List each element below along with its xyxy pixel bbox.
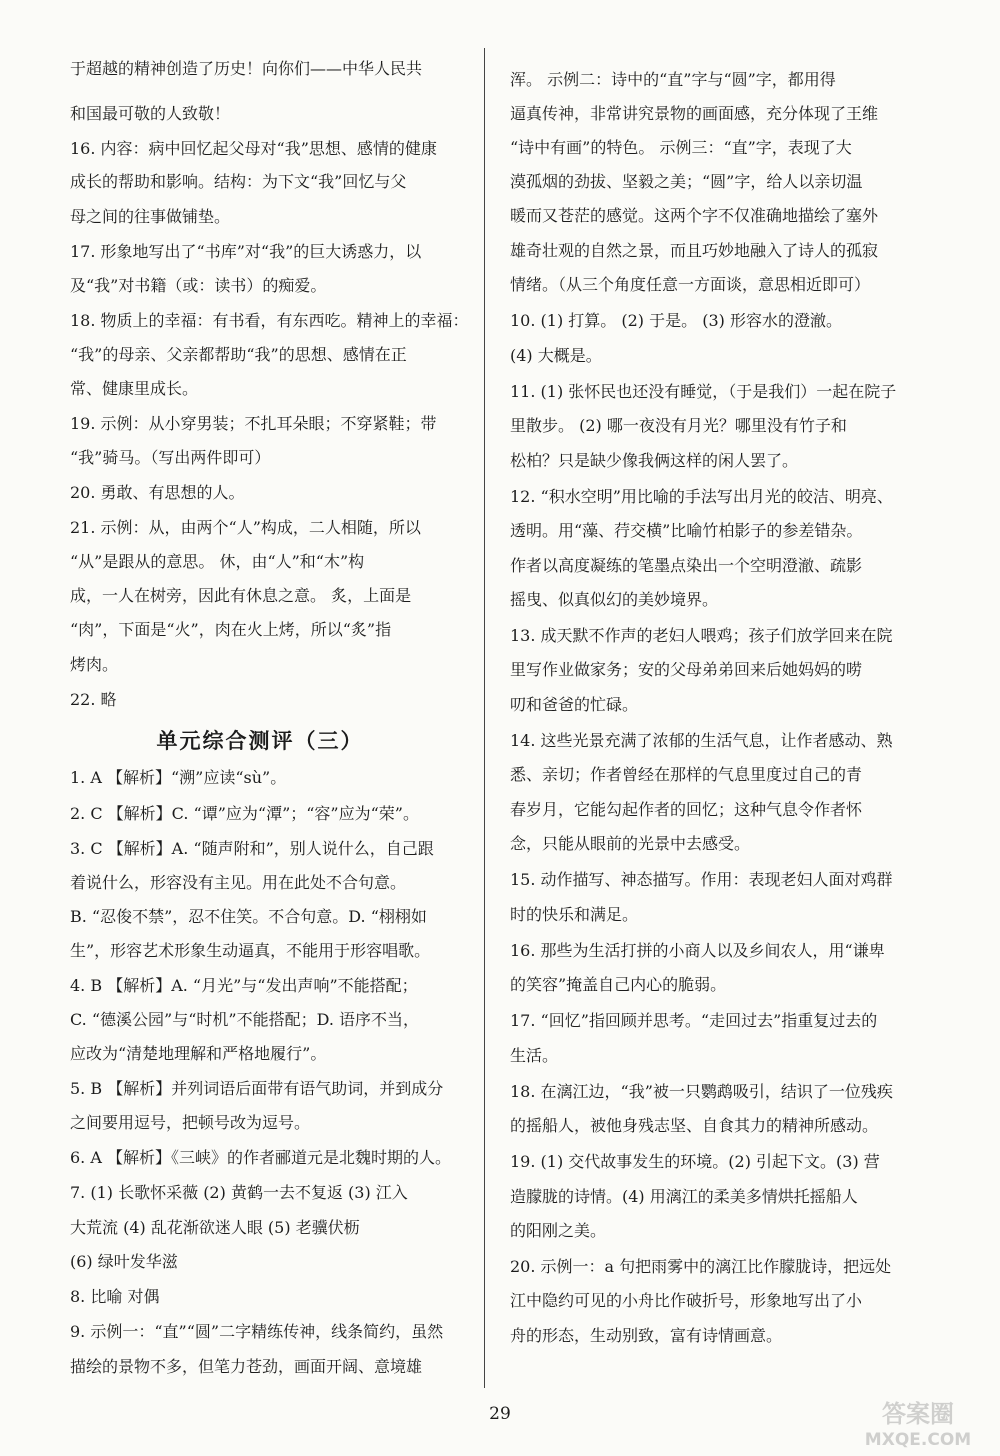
left-column-line: 之间要用逗号，把顿号改为逗号。 [70,1113,311,1132]
left-column-line: 6. A 【解析】《三峡》的作者郦道元是北魏时期的人。 [70,1148,451,1167]
left-column-line: 16. 内容：病中回忆起父母对“我”思想、感情的健康 [70,139,437,158]
right-column-line: 11. (1) 张怀民也还没有睡觉，（于是我们）一起在院子 [510,382,897,401]
left-column-line: “我”骑马。（写出两件即可） [70,448,271,467]
right-column-line: 的笑容”掩盖自己内心的脆弱。 [510,975,727,994]
left-column-line: 19. 示例：从小穿男装；不扎耳朵眼；不穿紧鞋；带 [70,414,437,433]
left-column-line: 1. A 【解析】“溯”应读“sù”。 [70,768,287,787]
left-column-line: C. “德溪公园”与“时机”不能搭配；D. 语序不当， [70,1010,419,1029]
section-title: 单元综合测评（三） [156,728,364,753]
watermark-logo [844,1398,992,1452]
watermark-url-text: MXQE.COM [864,1430,972,1450]
right-column-line: “诗中有画”的特色。 示例三：“直”字，表现了大 [510,138,852,157]
left-column-line: 成，一人在树旁，因此有休息之意。 炙，上面是 [70,586,412,605]
right-column-line: 雄奇壮观的自然之景，而且巧妙地融入了诗人的孤寂 [510,241,879,260]
right-column-line: 情绪。（从三个角度任意一方面谈，意思相近即可） [510,275,871,294]
left-column-line: “我”的母亲、父亲都帮助“我”的思想、感情在正 [70,345,407,364]
left-column-line: 18. 物质上的幸福：有书看，有东西吃。精神上的幸福： [70,311,469,330]
left-column-line: 5. B 【解析】并列词语后面带有语气助词，并到成分 [70,1079,444,1098]
right-column-line: 20. 示例一：a 句把雨雾中的漓江比作朦胧诗，把远处 [510,1257,892,1276]
right-column-line: 透明。用“藻、荇交横”比喻竹柏影子的参差错杂。 [510,521,863,540]
right-column-line: 的摇船人，被他身残志坚、自食其力的精神所感动。 [510,1116,879,1135]
left-column-line: 应改为“清楚地理解和严格地履行”。 [70,1044,327,1063]
left-column-line: 2. C 【解析】C. “谭”应为“潭”；“容”应为“荣”。 [70,804,419,823]
left-column-line: 大荒流 (4) 乱花渐欲迷人眼 (5) 老骥伏枥 [70,1218,360,1237]
right-column-line: 时的快乐和满足。 [510,905,639,924]
right-column-line: 暖而又苍茫的感觉。这两个字不仅准确地描绘了塞外 [510,206,879,225]
left-column-line: 生”，形容艺术形象生动逼真，不能用于形容唱歌。 [70,941,431,960]
column-divider [484,48,485,1388]
left-column-line: 22. 略 [70,690,117,709]
right-column-line: 念，只能从眼前的光景中去感受。 [510,834,751,853]
left-column-line: B. “忍俊不禁”，忍不住笑。不合句意。D. “栩栩如 [70,907,427,926]
left-column-line: 着说什么，形容没有主见。用在此处不合句意。 [70,873,407,892]
right-column-line: 江中隐约可见的小舟比作破折号，形象地写出了小 [510,1291,863,1310]
right-column-line: 摇曳、似真似幻的美妙境界。 [510,590,719,609]
left-column-line: (6) 绿叶发华滋 [70,1252,178,1271]
left-column-line: 于超越的精神创造了历史！向你们——中华人民共 [70,59,423,78]
left-column-line: “从”是跟从的意思。 休，由“人”和“木”构 [70,552,365,571]
page-number: 29 [489,1404,511,1424]
right-column-line: 造朦胧的诗情。(4) 用漓江的柔美多情烘托摇船人 [510,1187,858,1206]
right-column-line: 春岁月，它能勾起作者的回忆；这种气息令作者怀 [510,800,863,819]
left-column-line: 4. B 【解析】A. “月光”与“发出声响”不能搭配； [70,976,418,995]
right-column-line: 14. 这些光景充满了浓郁的生活气息，让作者感动、熟 [510,731,893,750]
right-column-line: 逼真传神，非常讲究景物的画面感，充分体现了王维 [510,104,879,123]
right-column-line: 生活。 [510,1046,559,1065]
left-column-line: 21. 示例：从，由两个“人”构成，二人相随，所以 [70,518,421,537]
right-column-line: 的阳刚之美。 [510,1221,607,1240]
left-column-line: 8. 比喻 对偶 [70,1287,160,1306]
right-column-line: 作者以高度凝练的笔墨点染出一个空明澄澈、疏影 [510,556,863,575]
left-column-line: 成长的帮助和影响。结构：为下文“我”回忆与父 [70,172,407,191]
watermark-logo-text: 答案圈 [882,1400,954,1428]
right-column-line: 10. (1) 打算。 (2) 于是。 (3) 形容水的澄澈。 [510,311,842,330]
right-column-line: 13. 成天默不作声的老妇人喂鸡；孩子们放学回来在院 [510,626,893,645]
right-column-line: 12. “积水空明”用比喻的手法写出月光的皎洁、明亮、 [510,487,893,506]
right-column-line: 15. 动作描写、神态描写。作用：表现老妇人面对鸡群 [510,870,893,889]
right-column-line: (4) 大概是。 [510,346,602,365]
right-column-line: 18. 在漓江边，“我”被一只鹦鹉吸引，结识了一位残疾 [510,1082,893,1101]
right-column-line: 舟的形态，生动别致，富有诗情画意。 [510,1326,783,1345]
right-column-line: 里写作业做家务；安的父母弟弟回来后她妈妈的唠 [510,660,863,679]
right-column-line: 悉、亲切；作者曾经在那样的气息里度过自己的青 [510,765,863,784]
right-column-line: 浑。 示例二：诗中的“直”字与“圆”字，都用得 [510,70,836,89]
left-column-line: 17. 形象地写出了“书库”对“我”的巨大诱惑力，以 [70,242,422,261]
right-column-line: 叨和爸爸的忙碌。 [510,695,639,714]
right-column-line: 里散步。 (2) 哪一夜没有月光？哪里没有竹子和 [510,416,847,435]
left-column-line: 3. C 【解析】A. “随声附和”，别人说什么，自己跟 [70,839,434,858]
right-column-line: 松柏？只是缺少像我俩这样的闲人罢了。 [510,451,799,470]
left-column-line: 常、健康里成长。 [70,379,199,398]
right-column-line: 漠孤烟的劲拔、坚毅之美；“圆”字，给人以亲切温 [510,172,863,191]
left-column-line: 描绘的景物不多，但笔力苍劲，画面开阔、意境雄 [70,1357,423,1376]
left-column-line: “肉”，下面是“火”，肉在火上烤，所以“炙”指 [70,620,392,639]
left-column-line: 及“我”对书籍（或：读书）的痴爱。 [70,276,327,295]
left-column-line: 烤肉。 [70,655,119,674]
left-column-line: 20. 勇敢、有思想的人。 [70,483,245,502]
left-column-line: 7. (1) 长歌怀采薇 (2) 黄鹤一去不复返 (3) 江入 [70,1183,408,1202]
right-column-line: 17. “回忆”指回顾并思考。“走回过去”指重复过去的 [510,1011,878,1030]
right-column-line: 16. 那些为生活打拼的小商人以及乡间农人，用“谦卑 [510,941,885,960]
right-column-line: 19. (1) 交代故事发生的环境。(2) 引起下文。(3) 营 [510,1152,880,1171]
left-column-line: 9. 示例一：“直”“圆”二字精练传神，线条简约，虽然 [70,1322,444,1341]
left-column-line: 母之间的往事做铺垫。 [70,207,231,226]
left-column-line: 和国最可敬的人致敬！ [70,104,231,123]
